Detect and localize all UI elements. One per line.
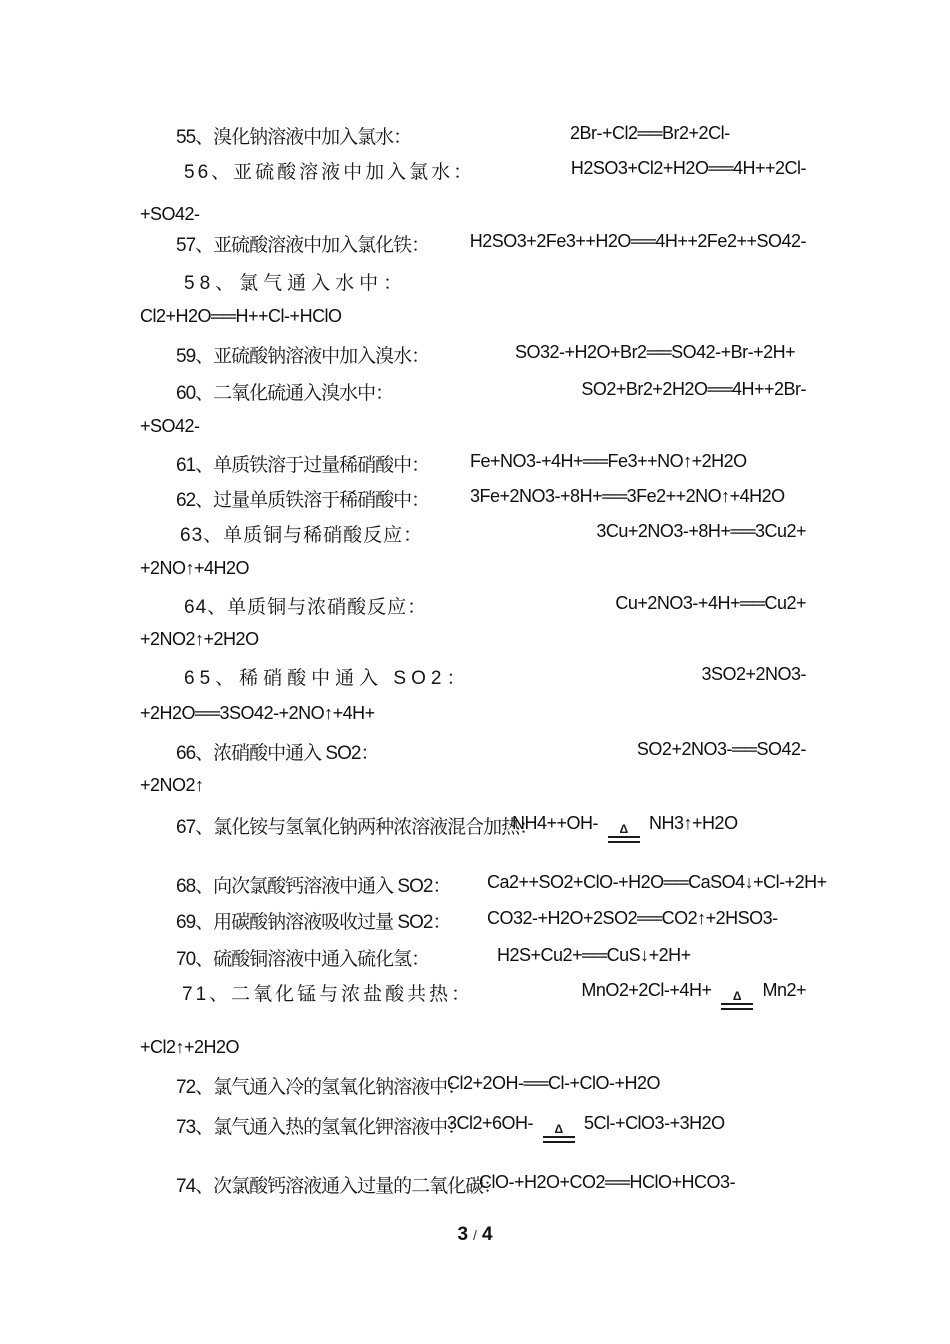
item-equation: ClO-+H2O+CO2══HClO+HCO3- — [479, 1172, 736, 1192]
item-equation: 2Br-+Cl2══Br2+2Cl- — [570, 123, 730, 143]
item-label-group — [184, 592, 427, 619]
item-label-group — [182, 979, 473, 1006]
item-number: 72 — [176, 1077, 196, 1098]
item-label-group — [180, 520, 423, 547]
item-equation: SO2+Br2+2H2O══4H++2Br- — [581, 379, 806, 399]
item-number-separator: 、 — [215, 668, 240, 689]
item-line-60 — [0, 378, 950, 408]
item-equation: 3Fe+2NO3-+8H+══3Fe2++2NO↑+4H2O — [470, 486, 785, 506]
item-equation: 3SO2+2NO3- — [701, 664, 806, 684]
equation-continuation-line — [0, 203, 950, 233]
equation-text: 3Cl2+6OH- — [447, 1113, 538, 1133]
item-line-56 — [0, 157, 950, 187]
item-line-68 — [0, 871, 950, 901]
item-label-group — [176, 1112, 465, 1139]
item-line-69 — [0, 907, 950, 937]
item-equation: Fe+NO3-+4H+══Fe3++NO↑+2H2O — [470, 451, 747, 471]
item-label: 向次氯酸钙溶液中通入 SO2： — [213, 876, 451, 897]
item-label-group — [176, 122, 411, 149]
item-label: 氯化铵与氢氧化钠两种浓溶液混合加热： — [213, 817, 538, 838]
item-number-separator: 、 — [203, 525, 224, 546]
item-equation: Cl2+2OH-══Cl-+ClO-+H2O — [447, 1073, 661, 1093]
item-number: 65 — [184, 668, 216, 689]
item-label-group — [176, 341, 429, 368]
item-number: 64 — [184, 597, 208, 618]
item-number-separator: 、 — [195, 1117, 214, 1138]
page-number-separator: / — [473, 1227, 477, 1243]
item-line-71 — [0, 979, 950, 1009]
item-label: 亚硫酸钠溶液中加入溴水： — [213, 346, 430, 367]
item-equation: 3Cu+2NO3-+8H+══3Cu2+ — [596, 521, 806, 541]
equation-text: NH4++OH- — [512, 813, 603, 833]
item-equation — [581, 980, 806, 1010]
equation-text: MnO2+2Cl-+4H+ — [581, 980, 716, 1000]
item-line-74 — [0, 1171, 950, 1201]
item-number: 66 — [176, 743, 196, 764]
item-number: 68 — [176, 876, 196, 897]
equation-text: 5Cl-+ClO3-+3H2O — [579, 1113, 725, 1133]
delta-glyph: Δ — [619, 822, 628, 836]
item-number-separator: 、 — [195, 455, 214, 476]
item-line-73 — [0, 1112, 950, 1142]
item-number: 58 — [184, 273, 216, 294]
page-number-current: 3 — [457, 1224, 469, 1245]
item-label: 硫酸铜溶液中通入硫化氢： — [213, 949, 430, 970]
equation-continuation: +2NO2↑ — [140, 775, 204, 795]
double-line — [543, 1136, 575, 1143]
item-label: 稀硝酸中通入 SO2： — [239, 668, 471, 689]
item-label: 亚硫酸溶液中加入氯水： — [233, 162, 476, 183]
item-number-separator: 、 — [195, 383, 214, 404]
item-number-separator: 、 — [195, 949, 214, 970]
item-equation: Ca2++SO2+ClO-+H2O══CaSO4↓+Cl-+2H+ — [487, 872, 827, 892]
page-number-total: 4 — [481, 1224, 493, 1245]
equation-continuation: Cl2+H2O══H++Cl-+HClO — [140, 306, 342, 326]
item-equation: H2SO3+2Fe3++H2O══4H++2Fe2++SO42- — [469, 231, 806, 251]
item-line-58 — [0, 268, 950, 298]
item-number: 56 — [184, 162, 212, 183]
equation-continuation-line — [0, 557, 950, 587]
item-label-group — [176, 485, 429, 512]
item-label: 浓硝酸中通入 SO2： — [213, 743, 379, 764]
equation-continuation-line — [0, 1036, 950, 1066]
equation-continuation-line — [0, 305, 950, 335]
item-label-group — [184, 268, 407, 295]
item-equation: H2S+Cu2+══CuS↓+2H+ — [497, 945, 691, 965]
item-number: 67 — [176, 817, 196, 838]
item-equation — [447, 1113, 725, 1143]
equation-continuation-line — [0, 415, 950, 445]
equation-continuation: +SO42- — [140, 416, 200, 436]
delta-heat-condition-icon — [719, 991, 755, 1010]
item-line-55 — [0, 122, 950, 152]
item-label: 单质铜与稀硝酸反应： — [223, 525, 424, 546]
item-number: 70 — [176, 949, 196, 970]
item-line-66 — [0, 738, 950, 768]
item-line-59 — [0, 341, 950, 371]
item-label: 二氧化锰与浓盐酸共热： — [231, 984, 474, 1005]
item-label: 单质铁溶于过量稀硝酸中： — [213, 455, 430, 476]
item-number-separator: 、 — [195, 876, 214, 897]
item-number: 57 — [176, 235, 196, 256]
item-label: 溴化钠溶液中加入氯水： — [213, 127, 412, 148]
item-equation: SO2+2NO3-══SO42- — [636, 739, 806, 759]
item-number-separator: 、 — [195, 817, 214, 838]
item-label-group — [176, 230, 429, 257]
item-number-separator: 、 — [207, 597, 228, 618]
item-label-group — [176, 1072, 465, 1099]
item-label-group — [176, 738, 378, 765]
item-number: 74 — [176, 1176, 196, 1197]
item-number-separator: 、 — [215, 273, 240, 294]
item-line-67 — [0, 812, 950, 842]
delta-heat-condition-icon — [541, 1124, 577, 1143]
delta-heat-condition-icon — [606, 824, 642, 843]
equation-continuation: +2NO↑+4H2O — [140, 558, 250, 578]
item-number: 59 — [176, 346, 196, 367]
item-number-separator: 、 — [195, 1077, 214, 1098]
item-number: 71 — [182, 984, 210, 1005]
item-label-group — [176, 1171, 501, 1198]
equation-continuation: +2NO2↑+2H2O — [140, 629, 259, 649]
equation-continuation: +SO42- — [140, 204, 200, 224]
item-line-63 — [0, 520, 950, 550]
item-equation: CO32-+H2O+2SO2══CO2↑+2HSO3- — [487, 908, 778, 928]
double-line — [608, 836, 640, 843]
equation-continuation: +Cl2↑+2H2O — [140, 1037, 240, 1057]
item-label-group — [184, 663, 470, 690]
equation-continuation-line — [0, 628, 950, 658]
item-label-group — [176, 812, 537, 839]
item-number-separator: 、 — [195, 346, 214, 367]
item-equation: Cu+2NO3-+4H+══Cu2+ — [615, 593, 806, 613]
item-label: 亚硫酸溶液中加入氯化铁： — [213, 235, 430, 256]
item-number-separator: 、 — [195, 490, 214, 511]
item-label: 次氯酸钙溶液通入过量的二氧化碳： — [213, 1176, 502, 1197]
item-number-separator: 、 — [195, 127, 214, 148]
item-label: 用碳酸钠溶液吸收过量 SO2： — [213, 912, 451, 933]
item-line-61 — [0, 450, 950, 480]
item-line-70 — [0, 944, 950, 974]
item-number-separator: 、 — [211, 162, 234, 183]
item-line-65 — [0, 663, 950, 693]
item-number: 73 — [176, 1117, 196, 1138]
page-number — [0, 1224, 950, 1246]
item-number: 61 — [176, 455, 196, 476]
item-line-57 — [0, 230, 950, 260]
item-label: 单质铜与浓硝酸反应： — [227, 597, 428, 618]
equation-continuation-line — [0, 702, 950, 732]
item-label: 氯气通入热的氢氧化钾溶液中： — [213, 1117, 466, 1138]
item-label-group — [176, 378, 393, 405]
equation-text: Mn2+ — [757, 980, 806, 1000]
item-number-separator: 、 — [209, 984, 232, 1005]
equation-continuation: +2H2O══3SO42-+2NO↑+4H+ — [140, 703, 375, 723]
item-number-separator: 、 — [195, 235, 214, 256]
item-label-group — [176, 871, 450, 898]
item-number: 55 — [176, 127, 196, 148]
item-label: 氯气通入水中： — [239, 273, 408, 294]
item-label-group — [176, 944, 429, 971]
item-equation: SO32-+H2O+Br2══SO42-+Br-+2H+ — [515, 342, 796, 362]
item-number-separator: 、 — [195, 912, 214, 933]
equation-continuation-line — [0, 774, 950, 804]
delta-glyph: Δ — [732, 989, 742, 1003]
item-label-group — [176, 450, 429, 477]
item-label: 氯气通入冷的氢氧化钠溶液中： — [213, 1077, 466, 1098]
item-equation — [512, 813, 738, 843]
item-number-separator: 、 — [195, 1176, 214, 1197]
delta-glyph: Δ — [554, 1122, 563, 1136]
item-label-group — [176, 907, 450, 934]
item-label: 二氧化硫通入溴水中： — [213, 383, 394, 404]
item-number: 62 — [176, 490, 196, 511]
item-line-72 — [0, 1072, 950, 1102]
item-number: 60 — [176, 383, 196, 404]
item-number: 69 — [176, 912, 196, 933]
equation-text: NH3↑+H2O — [644, 813, 738, 833]
item-line-62 — [0, 485, 950, 515]
item-line-64 — [0, 592, 950, 622]
double-line — [721, 1003, 753, 1010]
item-number-separator: 、 — [195, 743, 214, 764]
item-label-group — [184, 157, 475, 184]
item-label: 过量单质铁溶于稀硝酸中： — [213, 490, 430, 511]
item-number: 63 — [180, 525, 204, 546]
item-equation: H2SO3+Cl2+H2O══4H++2Cl- — [570, 158, 806, 178]
